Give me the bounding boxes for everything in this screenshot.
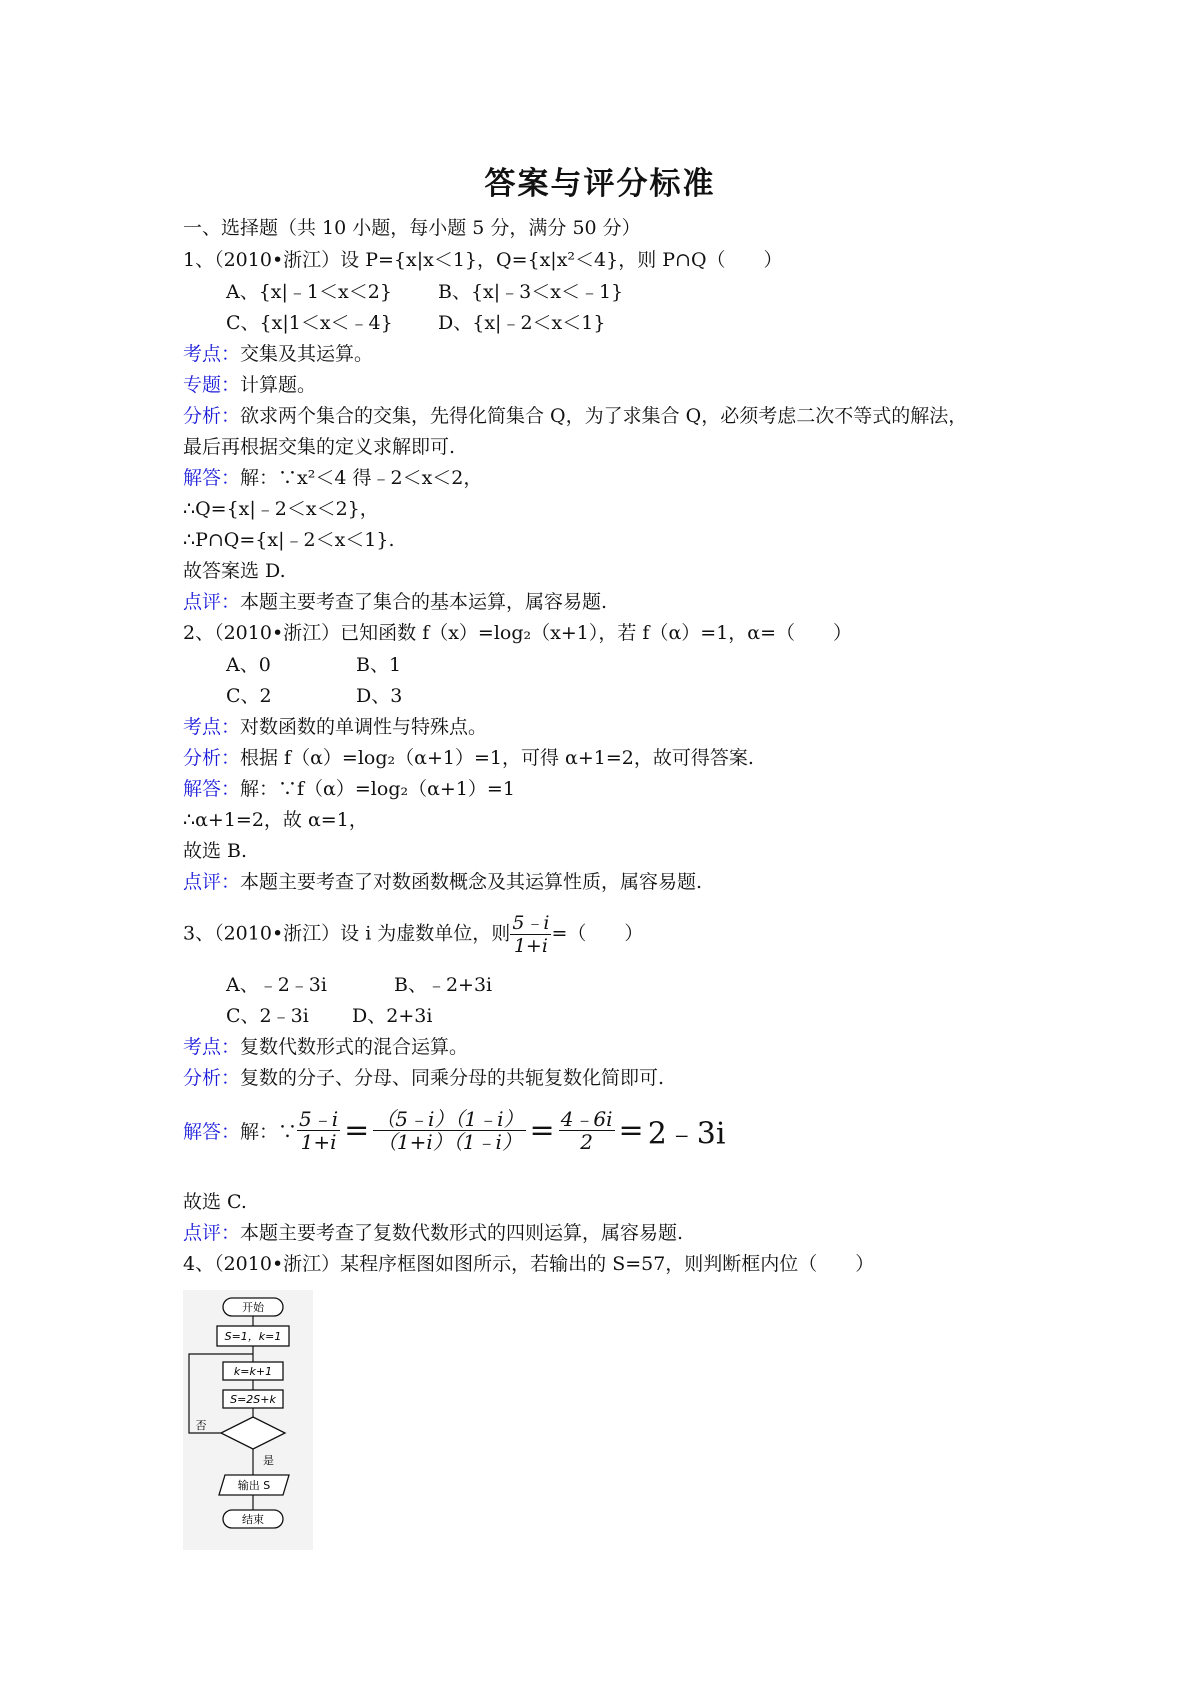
equation-fraction-3: $\frac{4﹣6i}{2}$	[560, 1107, 613, 1154]
flowchart-step1-label: k=k+1	[233, 1365, 273, 1378]
q2-option-a: A、0	[226, 654, 271, 676]
q3-option-b: B、﹣2+3i	[394, 974, 493, 996]
question-3-stem: 3、（2010•浙江）设 i 为虚数单位，则 $\frac{5﹣i}{1+i}$ =（ ）	[183, 912, 644, 957]
program-flowchart	[183, 1290, 313, 1550]
flowchart-start-label: 开始	[242, 1301, 264, 1314]
q2-option-d: D、3	[356, 685, 403, 707]
flowchart-end-label: 结束	[242, 1513, 264, 1526]
q1-option-c: C、{x|1＜x＜﹣4}	[226, 312, 393, 334]
q1-option-b: B、{x|﹣3＜x＜﹣1}	[438, 281, 624, 303]
q3-fraction: $\frac{5﹣i}{1+i}$	[512, 912, 550, 957]
q1-jieda-line3: ∴P∩Q={x|﹣2＜x＜1}.	[183, 529, 395, 551]
page-title: 答案与评分标准	[484, 166, 716, 202]
q3-option-a: A、﹣2﹣3i	[226, 974, 327, 996]
q3-option-d: D、2+3i	[352, 1005, 433, 1027]
q3-fenxi: 分析：复数的分子、分母、同乘分母的共轭复数化简即可.	[183, 1067, 665, 1089]
jieda-label: 解答：	[183, 467, 241, 489]
q3-dianping: 点评：本题主要考查了复数代数形式的四则运算，属容易题.	[183, 1222, 684, 1244]
q2-jieda-line3: 故选 B.	[183, 840, 248, 862]
equation-fraction-1: $\frac{5﹣i}{1+i}$	[299, 1107, 339, 1154]
q1-fenxi-cont: 最后再根据交集的定义求解即可.	[183, 436, 456, 458]
q1-dianping: 点评：本题主要考查了集合的基本运算，属容易题.	[183, 591, 608, 613]
flowchart-yes-label: 是	[263, 1454, 274, 1467]
q1-option-a: A、{x|﹣1＜x＜2}	[226, 281, 392, 303]
q1-fenxi: 分析：欲求两个集合的交集，先得化简集合 Q，为了求集合 Q，必须考虑二次不等式的解法，	[183, 405, 968, 427]
question-1-stem: 1、（2010•浙江）设 P={x|x＜1}，Q={x|x²＜4}，则 P∩Q（ ）	[183, 249, 783, 271]
q1-kaodian: 考点：交集及其运算。	[183, 343, 374, 365]
q1-jieda-line4: 故答案选 D.	[183, 560, 286, 582]
equation-result: 2﹣3i	[647, 1116, 726, 1152]
zhuanti-label: 专题：	[183, 374, 241, 396]
q3-option-c: C、2﹣3i	[226, 1005, 309, 1027]
fenxi-label: 分析：	[183, 405, 241, 427]
flowchart-no-label: 否	[195, 1419, 207, 1432]
q2-kaodian: 考点：对数函数的单调性与特殊点。	[183, 716, 488, 738]
q2-fenxi: 分析：根据 f（α）=log₂（α+1）=1，可得 α+1=2，故可得答案.	[183, 747, 754, 769]
q1-zhuanti: 专题：计算题。	[183, 374, 317, 396]
q2-jieda-line2: ∴α+1=2，故 α=1，	[183, 809, 368, 831]
kaodian-label: 考点：	[183, 343, 241, 365]
q3-kaodian: 考点：复数代数形式的混合运算。	[183, 1036, 469, 1058]
dianping-label: 点评：	[183, 591, 241, 613]
flowchart-output-label: 输出 S	[237, 1479, 271, 1492]
q2-dianping: 点评：本题主要考查了对数函数概念及其运算性质，属容易题.	[183, 871, 703, 893]
flowchart-step2-label: S=2S+k	[230, 1393, 276, 1406]
q2-option-b: B、1	[356, 654, 402, 676]
q3-jieda-equation: 解答：解：∵ $\frac{5﹣i}{1+i}$ = $\frac{(5﹣i)(1﹣i)}{(1+i)(1﹣i)}$ = $\frac{4﹣6i}{2}$ = 2﹣3i	[183, 1107, 726, 1154]
q3-jieda-end: 故选 C.	[183, 1191, 247, 1213]
q2-option-c: C、2	[226, 685, 272, 707]
equation-fraction-2: $\frac{(5﹣i)(1﹣i)}{(1+i)(1﹣i)}$	[375, 1107, 524, 1154]
q1-option-d: D、{x|﹣2＜x＜1}	[438, 312, 606, 334]
q1-jieda-line2: ∴Q={x|﹣2＜x＜2}，	[183, 498, 379, 520]
q1-jieda: 解答：解：∵x²＜4 得﹣2＜x＜2，	[183, 467, 483, 489]
section-heading: 一、选择题（共 10 小题，每小题 5 分，满分 50 分）	[183, 217, 641, 239]
q2-jieda: 解答：解：∵f（α）=log₂（α+1）=1	[183, 778, 515, 800]
question-2-stem: 2、（2010•浙江）已知函数 f（x）=log₂（x+1），若 f（α）=1，α=（ ）	[183, 622, 853, 644]
flowchart-init-label: S=1，k=1	[224, 1330, 282, 1343]
question-4-stem: 4、（2010•浙江）某程序框图如图所示，若输出的 S=57，则判断框内位（ ）	[183, 1253, 875, 1275]
